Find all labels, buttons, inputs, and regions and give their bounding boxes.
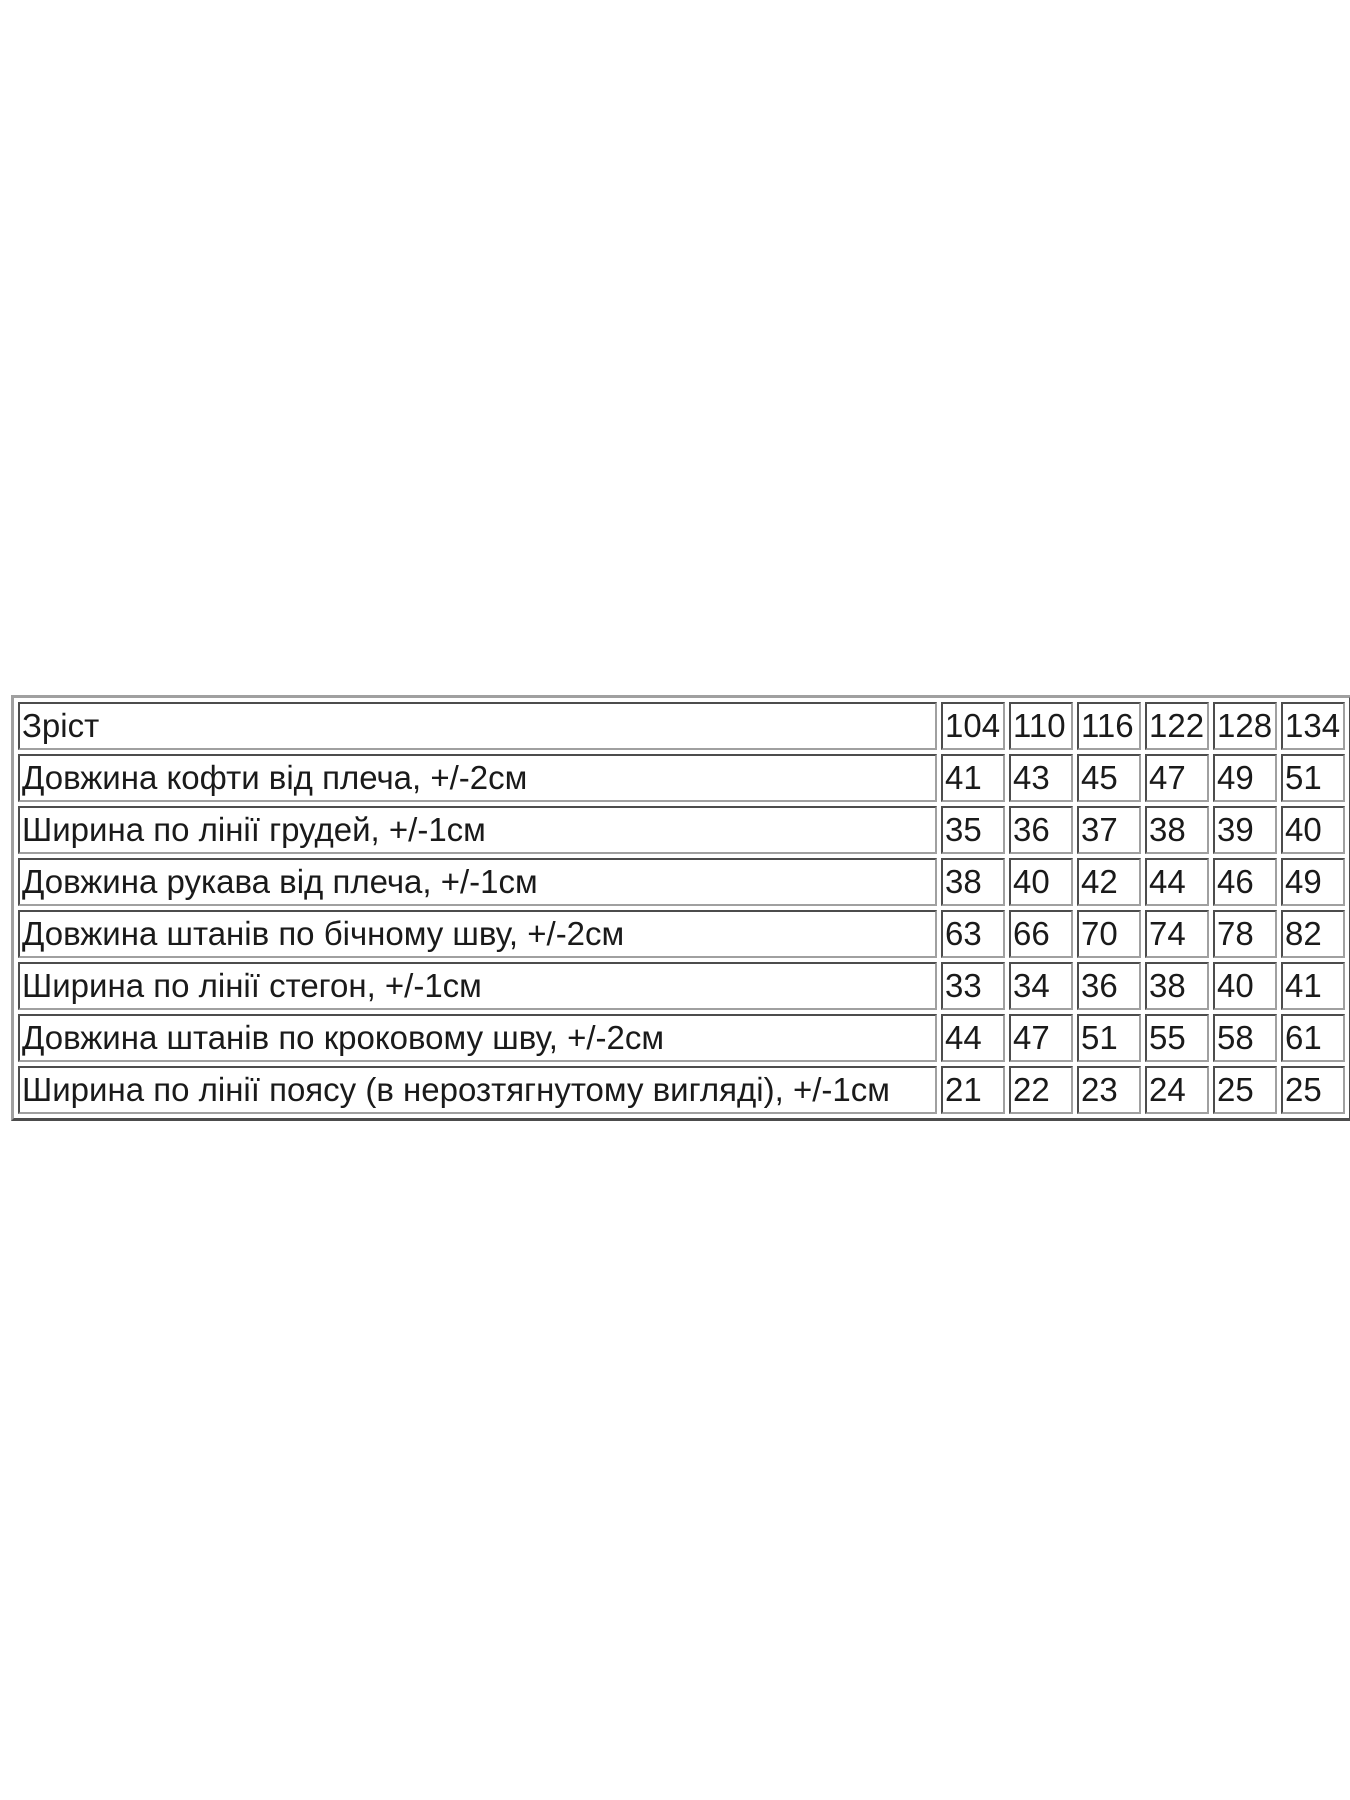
value-cell: 63 (941, 910, 1005, 958)
size-chart (11, 695, 1345, 1121)
row-label-cell: Ширина по лінії поясу (в нерозтягнутому вигляді), +/-1см (18, 1066, 937, 1114)
value-cell: 34 (1009, 962, 1073, 1010)
size-cell: 122 (1145, 702, 1209, 750)
value-cell: 78 (1213, 910, 1277, 958)
value-cell: 38 (1145, 962, 1209, 1010)
value-cell: 46 (1213, 858, 1277, 906)
size-cell: 116 (1077, 702, 1141, 750)
value-cell: 40 (1281, 806, 1345, 854)
value-cell: 39 (1213, 806, 1277, 854)
value-cell: 51 (1281, 754, 1345, 802)
value-cell: 43 (1009, 754, 1073, 802)
size-table (11, 695, 1350, 1121)
value-cell: 55 (1145, 1014, 1209, 1062)
value-cell: 41 (1281, 962, 1345, 1010)
value-cell: 49 (1213, 754, 1277, 802)
value-cell: 70 (1077, 910, 1141, 958)
value-cell: 44 (1145, 858, 1209, 906)
value-cell: 38 (941, 858, 1005, 906)
value-cell: 38 (1145, 806, 1209, 854)
size-cell: 128 (1213, 702, 1277, 750)
row-label-cell: Ширина по лінії стегон, +/-1см (18, 962, 937, 1010)
table-row (18, 1014, 1345, 1062)
row-label-cell: Ширина по лінії грудей, +/-1см (18, 806, 937, 854)
row-label-cell: Довжина кофти від плеча, +/-2см (18, 754, 937, 802)
value-cell: 61 (1281, 1014, 1345, 1062)
value-cell: 47 (1145, 754, 1209, 802)
value-cell: 21 (941, 1066, 1005, 1114)
value-cell: 82 (1281, 910, 1345, 958)
value-cell: 51 (1077, 1014, 1141, 1062)
value-cell: 37 (1077, 806, 1141, 854)
table-row (18, 858, 1345, 906)
size-cell: 134 (1281, 702, 1345, 750)
table-row (18, 806, 1345, 854)
value-cell: 40 (1213, 962, 1277, 1010)
size-cell: 104 (941, 702, 1005, 750)
size-cell: 110 (1009, 702, 1073, 750)
value-cell: 36 (1009, 806, 1073, 854)
header-row (18, 702, 1345, 750)
value-cell: 41 (941, 754, 1005, 802)
value-cell: 74 (1145, 910, 1209, 958)
value-cell: 44 (941, 1014, 1005, 1062)
table-row (18, 962, 1345, 1010)
value-cell: 33 (941, 962, 1005, 1010)
value-cell: 45 (1077, 754, 1141, 802)
value-cell: 35 (941, 806, 1005, 854)
row-label-cell: Довжина рукава від плеча, +/-1см (18, 858, 937, 906)
table-row (18, 1066, 1345, 1114)
value-cell: 36 (1077, 962, 1141, 1010)
value-cell: 58 (1213, 1014, 1277, 1062)
size-table-body (18, 702, 1345, 1114)
value-cell: 49 (1281, 858, 1345, 906)
value-cell: 25 (1281, 1066, 1345, 1114)
value-cell: 25 (1213, 1066, 1277, 1114)
table-row (18, 910, 1345, 958)
row-label-cell: Довжина штанів по бічному шву, +/-2см (18, 910, 937, 958)
value-cell: 40 (1009, 858, 1073, 906)
header-label-cell: Зріст (18, 702, 937, 750)
row-label-cell: Довжина штанів по кроковому шву, +/-2см (18, 1014, 937, 1062)
value-cell: 24 (1145, 1066, 1209, 1114)
value-cell: 66 (1009, 910, 1073, 958)
value-cell: 23 (1077, 1066, 1141, 1114)
table-row (18, 754, 1345, 802)
value-cell: 42 (1077, 858, 1141, 906)
value-cell: 47 (1009, 1014, 1073, 1062)
value-cell: 22 (1009, 1066, 1073, 1114)
